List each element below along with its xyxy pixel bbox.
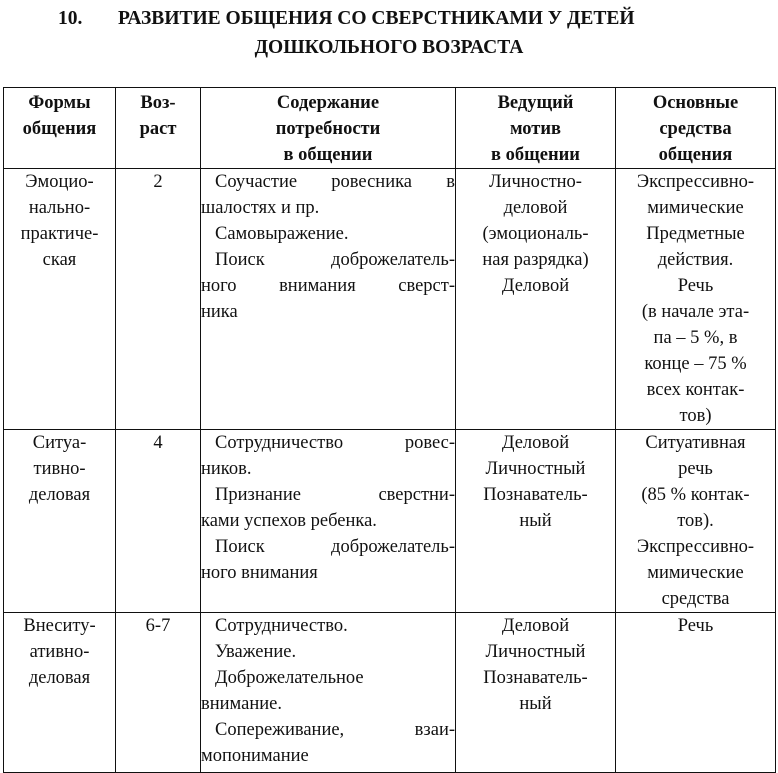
cell-means [616,169,776,430]
means-line: действия. [657,250,734,270]
content-line: Поиск доброжелатель- [215,250,455,270]
header-line: раст [139,119,177,139]
table-row [4,430,776,613]
cell-age [116,430,201,613]
motive-line: ная разрядка) [482,250,589,270]
cell-motive [456,613,616,773]
content-line: Признание сверстни- [215,485,455,505]
form-line: Эмоцио- [25,172,94,192]
table-row [4,613,776,773]
content-line: Уважение. [215,642,297,662]
form-line: Внеситу- [23,616,96,636]
motive-line: Познаватель- [483,668,588,688]
motive-line: ный [519,511,552,531]
header-line: Воз- [140,93,176,113]
content-item [201,639,455,665]
motive-line: Деловой [501,616,570,636]
header-motive [456,88,616,169]
section-number: 10. [58,8,83,29]
content-line: внимание. [201,694,282,714]
means-line: (85 % контак- [641,485,750,505]
table-row [4,169,776,430]
form-line: ативно- [29,642,90,662]
form-line: Ситуа- [32,433,87,453]
header-age [116,88,201,169]
content-line: Сотрудничество. [215,616,348,636]
content-line: Доброжелательное [215,668,364,688]
motive-line: Личностный [485,459,586,479]
content-line: Самовыражение. [215,224,349,244]
motive-line: Познаватель- [483,485,588,505]
header-line: Содержание [276,93,380,113]
means-line: Речь [677,276,714,296]
content-item [201,169,455,221]
cell-form [4,430,116,613]
cell-age [116,613,201,773]
form-line: ская [42,250,77,270]
means-line: конце – 75 % [644,354,747,374]
form-line: деловая [28,485,91,505]
motive-line: ный [519,694,552,714]
form-line: нально- [28,198,91,218]
section-title-line-1: РАЗВИТИЕ ОБЩЕНИЯ СО СВЕРСТНИКАМИ У ДЕТЕЙ [118,8,635,29]
content-item [201,613,455,639]
content-line: ника [201,302,238,322]
content-line: шалостях и пр. [201,198,320,218]
header-line: потребности [275,119,381,139]
header-line: в общении [491,145,580,165]
header-line: в общении [283,145,373,165]
header-forms [4,88,116,169]
motive-line: (эмоциональ- [482,224,589,244]
cell-age [116,169,201,430]
motive-line: деловой [503,198,568,218]
motive-line: Деловой [501,276,570,296]
means-line: речь [678,459,713,479]
section-title-line-2: ДОШКОЛЬНОГО ВОЗРАСТА [254,37,524,58]
content-line: ников. [201,459,252,479]
content-line: ного внимания сверст- [201,276,455,296]
motive-line: Личностно- [489,172,582,192]
age-value: 4 [153,433,163,453]
cell-motive [456,169,616,430]
means-line: Предметные [646,224,745,244]
means-line: па – 5 %, в [653,328,738,348]
means-line: Экспрессивно- [636,537,755,557]
cell-form [4,613,116,773]
means-line: Экспрессивно- [636,172,755,192]
means-line: тов) [679,406,712,426]
content-line: Сотрудничество ровес- [215,433,455,453]
content-item [201,665,455,717]
content-item [201,221,455,247]
means-line: (в начале эта- [641,302,750,322]
content-line: ками успехов ребенка. [201,511,377,531]
cell-means [616,613,776,773]
header-content [201,88,456,169]
content-line: ного внимания [201,563,318,583]
cell-content [201,169,456,430]
header-line: общения [22,119,97,139]
means-line: мимические [647,563,744,583]
cell-content [201,430,456,613]
content-item [201,717,455,769]
means-line: средства [661,589,730,609]
header-line: Основные [652,93,739,113]
header-line: Ведущий [497,93,574,113]
header-line: средства [659,119,732,139]
age-value: 2 [153,172,163,192]
cell-content [201,613,456,773]
cell-form [4,169,116,430]
means-line: всех контак- [646,380,745,400]
form-line: практиче- [20,224,99,244]
header-line: общения [658,145,733,165]
form-line: тивно- [33,459,86,479]
content-item [201,534,455,586]
motive-line: Деловой [501,433,570,453]
content-item [201,247,455,325]
table-body [4,169,776,773]
content-line: Сопереживание, взаи- [215,720,455,740]
content-item [201,430,455,482]
cell-means [616,430,776,613]
means-line: мимические [647,198,744,218]
cell-motive [456,430,616,613]
content-item [201,482,455,534]
motive-line: Личностный [485,642,586,662]
content-line: Поиск доброжелатель- [215,537,455,557]
age-value: 6-7 [145,616,171,636]
header-line: Формы [28,93,91,113]
means-line: Речь [677,616,714,636]
header-row [4,88,776,169]
means-line: тов). [677,511,714,531]
header-line: мотив [509,119,562,139]
content-line: Соучастие ровесника в [215,172,455,192]
header-means [616,88,776,169]
communication-table [3,87,776,773]
means-line: Ситуативная [645,433,746,453]
form-line: деловая [28,668,91,688]
content-line: мопонимание [201,746,309,766]
